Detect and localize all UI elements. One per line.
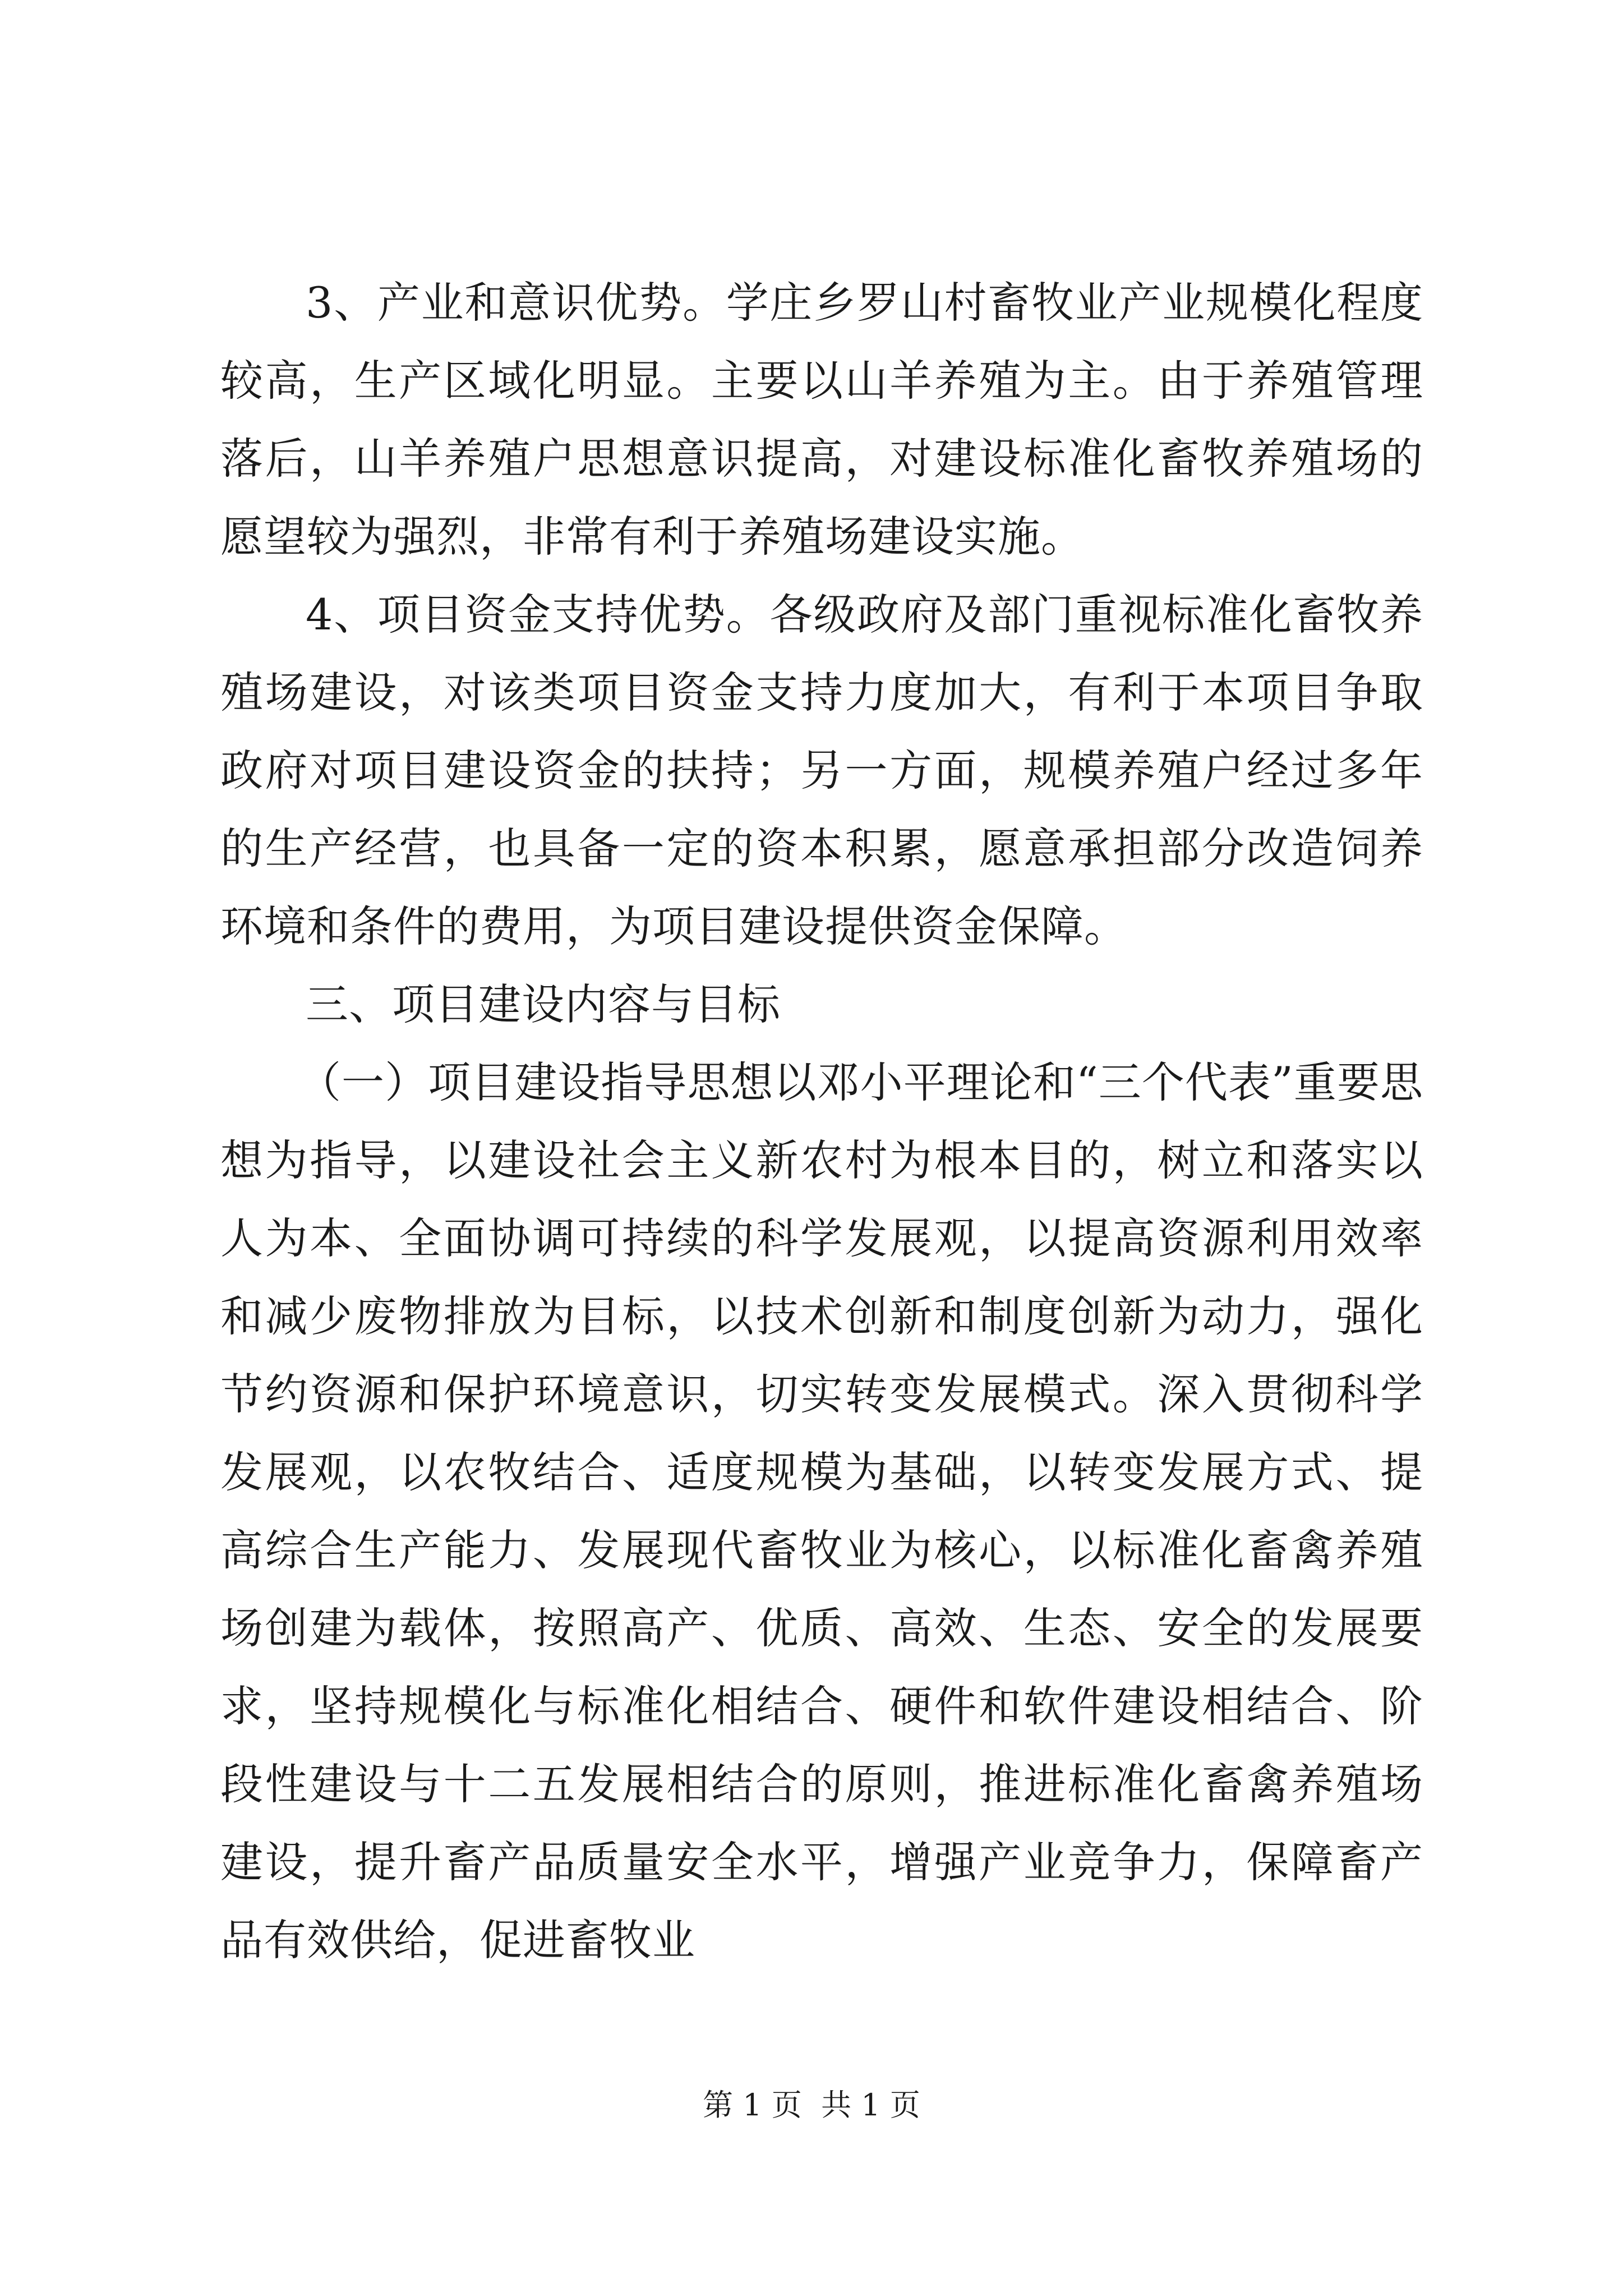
paragraph-industry-awareness-advantage: 3、产业和意识优势。学庄乡罗山村畜牧业产业规模化程度较高，生产区域化明显。主要以山羊养殖为主。由于养殖管理落后，山羊养殖户思想意识提高，对建设标准化畜牧养殖场的愿望较为强烈，非常有利于养殖场建设实施。 xyxy=(220,278,1423,562)
paragraph-funding-support-advantage: 4、项目资金支持优势。各级政府及部门重视标准化畜牧养殖场建设，对该类项目资金支持力度加大，有利于本项目争取政府对项目建设资金的扶持；另一方面，规模养殖户经过多年的生产经营，也具备一定的资本积累，愿意承担部分改造饲养环境和条件的费用，为项目建设提供资金保障。 xyxy=(220,590,1423,951)
document-body xyxy=(220,264,1423,1979)
paragraph-guiding-ideology: （一）项目建设指导思想以邓小平理论和“三个代表”重要思想为指导，以建设社会主义新农村为根本目的，树立和落实以人为本、全面协调可持续的科学发展观，以提高资源利用效率和减少废物排放为目标，以技术创新和制度创新为动力，强化节约资源和保护环境意识，切实转变发展模式。深入贯彻科学发展观，以农牧结合、适度规模为基础，以转变发展方式、提高综合生产能力、发展现代畜牧业为核心，以标准化畜禽养殖场创建为载体，按照高产、优质、高效、生态、安全的发展要求，坚持规模化与标准化相结合、硬件和软件建设相结合、阶段性建设与十二五发展相结合的原则，推进标准化畜禽养殖场建设，提升畜产品质量安全水平，增强产业竞争力，保障畜产品有效供给，促进畜牧业 xyxy=(220,1057,1423,1965)
page-footer xyxy=(0,2086,1623,2125)
page-number-label: 第 1 页 共 1 页 xyxy=(703,2087,920,2123)
section-heading-construction-content: 三、项目建设内容与目标 xyxy=(306,979,781,1029)
